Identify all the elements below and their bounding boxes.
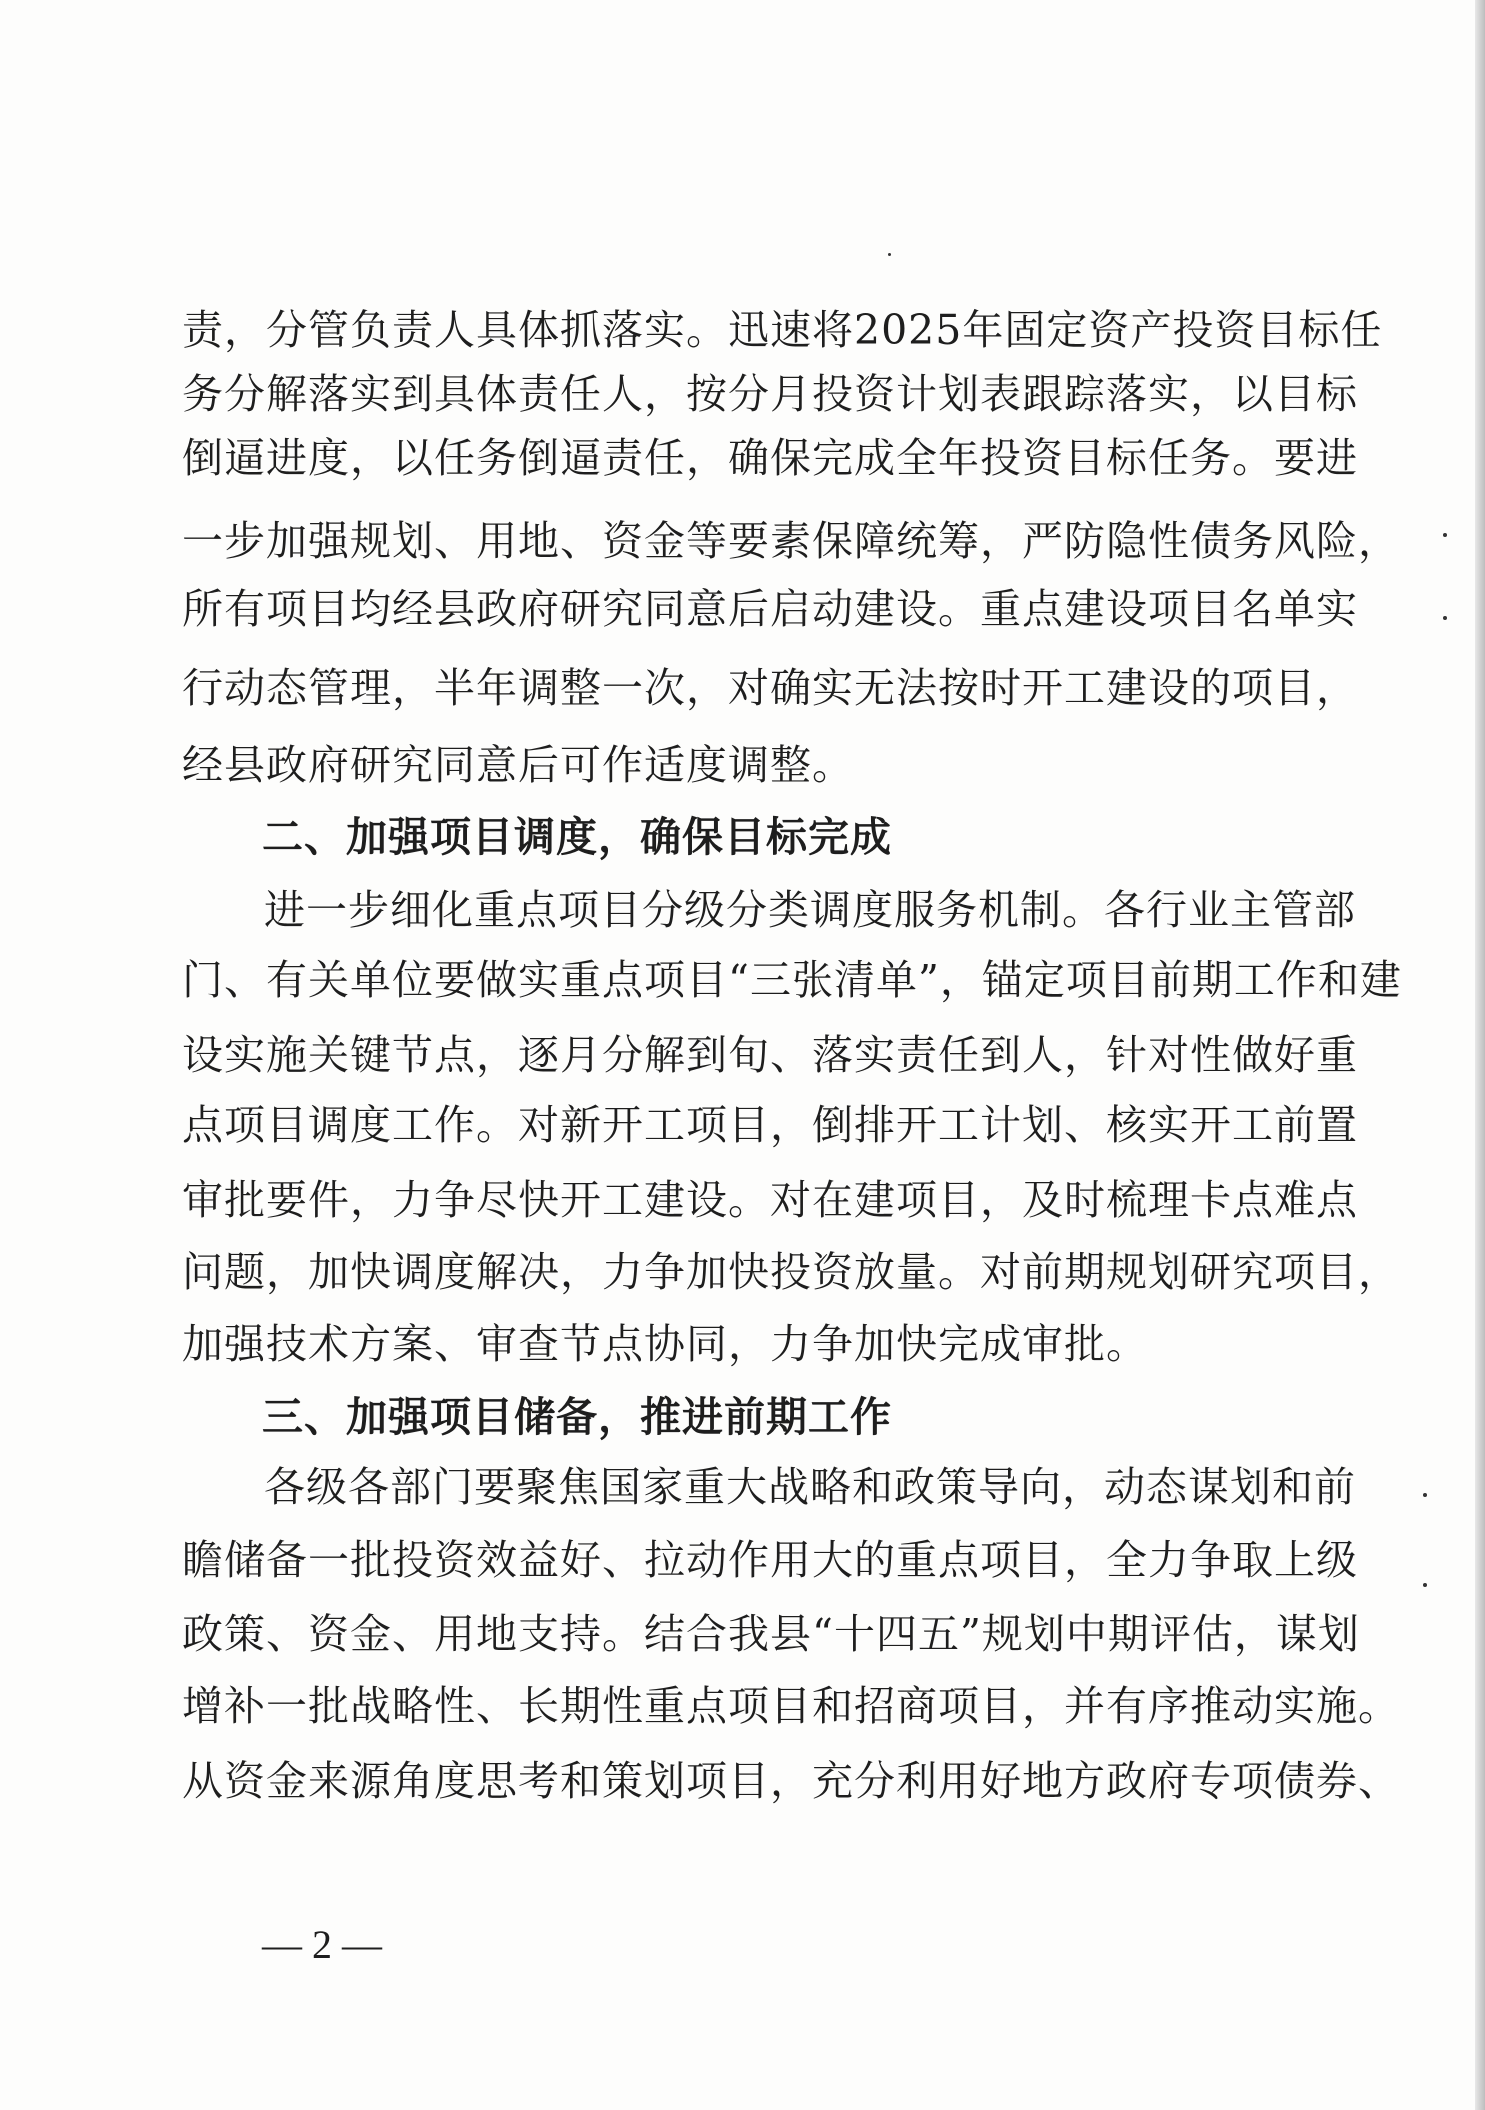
section-heading: 三、加强项目储备，推进前期工作 bbox=[262, 1393, 892, 1441]
paragraph-line: 务分解落实到具体责任人，按分月投资计划表跟踪落实，以目标 bbox=[182, 370, 1358, 418]
paragraph-line: 行动态管理，半年调整一次，对确实无法按时开工建设的项目， bbox=[182, 664, 1358, 712]
paragraph-line: 设实施关键节点，逐月分解到旬、落实责任到人，针对性做好重 bbox=[182, 1031, 1358, 1079]
page-number: — 2 — bbox=[262, 1922, 382, 1967]
paragraph-line: 各级各部门要聚焦国家重大战略和政策导向，动态谋划和前 bbox=[264, 1463, 1356, 1511]
paragraph-line: 加强技术方案、审查节点协同，力争加快完成审批。 bbox=[182, 1320, 1148, 1368]
paragraph-line: 进一步细化重点项目分级分类调度服务机制。各行业主管部 bbox=[264, 886, 1356, 934]
paragraph-line: 从资金来源角度思考和策划项目，充分利用好地方政府专项债券、 bbox=[182, 1757, 1400, 1805]
scan-speck bbox=[1423, 1583, 1427, 1587]
paragraph-line: 增补一批战略性、长期性重点项目和招商项目，并有序推动实施。 bbox=[182, 1682, 1400, 1730]
section-heading: 二、加强项目调度，确保目标完成 bbox=[262, 813, 892, 861]
scan-speck bbox=[1423, 1493, 1427, 1497]
paragraph-line: 一步加强规划、用地、资金等要素保障统筹，严防隐性债务风险， bbox=[182, 517, 1400, 565]
paragraph-line: 所有项目均经县政府研究同意后启动建设。重点建设项目名单实 bbox=[182, 585, 1358, 633]
scan-speck bbox=[1443, 533, 1447, 537]
paragraph-line: 倒逼进度，以任务倒逼责任，确保完成全年投资目标任务。要进 bbox=[182, 434, 1358, 482]
paragraph-line: 责，分管负责人具体抓落实。迅速将2025年固定资产投资目标任 bbox=[182, 306, 1383, 354]
paragraph-line: 审批要件，力争尽快开工建设。对在建项目，及时梳理卡点难点 bbox=[182, 1176, 1358, 1224]
paragraph-line: 经县政府研究同意后可作适度调整。 bbox=[182, 741, 854, 789]
paragraph-line: 门、有关单位要做实重点项目“三张清单”，锚定项目前期工作和建 bbox=[182, 956, 1402, 1004]
scan-speck bbox=[1443, 616, 1447, 620]
scan-speck bbox=[888, 253, 891, 256]
page-edge-shadow bbox=[1475, 0, 1485, 2110]
paragraph-line: 瞻储备一批投资效益好、拉动作用大的重点项目，全力争取上级 bbox=[182, 1536, 1358, 1584]
paragraph-line: 点项目调度工作。对新开工项目，倒排开工计划、核实开工前置 bbox=[182, 1101, 1358, 1149]
paragraph-line: 问题，加快调度解决，力争加快投资放量。对前期规划研究项目， bbox=[182, 1248, 1400, 1296]
paragraph-line: 政策、资金、用地支持。结合我县“十四五”规划中期评估，谋划 bbox=[182, 1610, 1360, 1658]
